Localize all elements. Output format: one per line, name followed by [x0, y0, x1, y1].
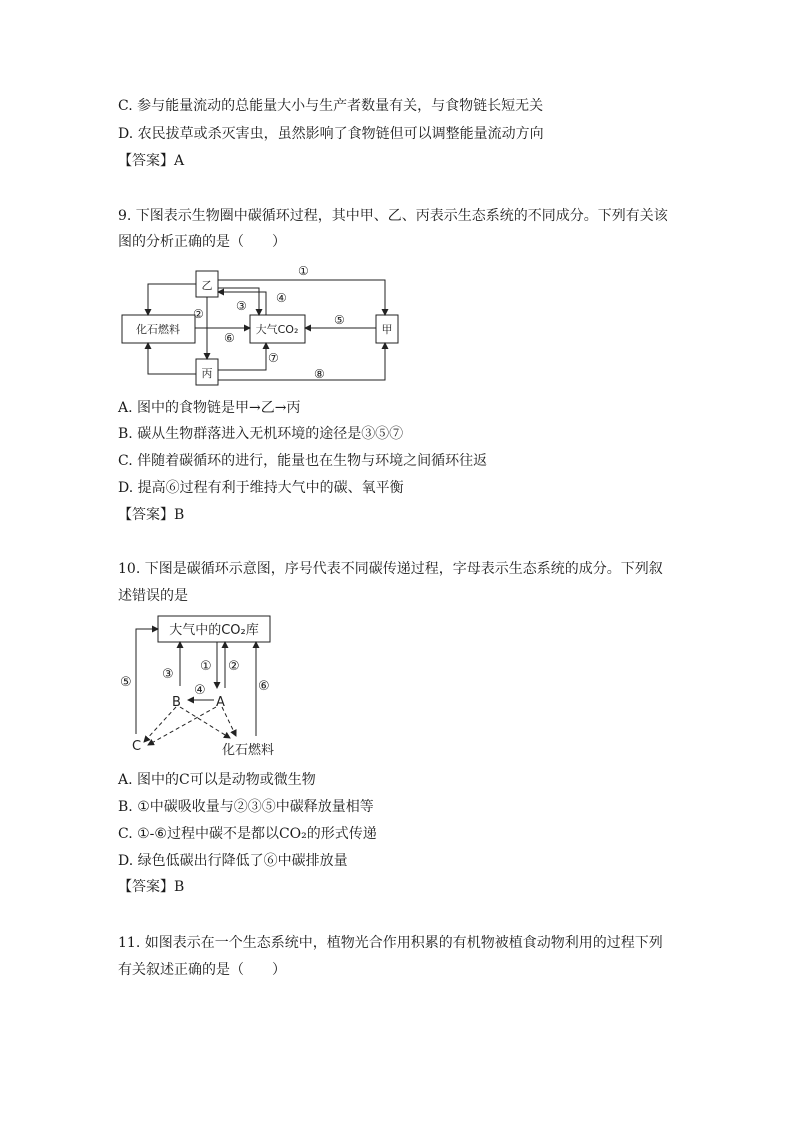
- arrow-8: [218, 343, 385, 380]
- arrow-5: [136, 629, 158, 734]
- dash-b-c: [144, 707, 176, 742]
- label-b: B: [172, 695, 181, 710]
- q10-carbon-cycle-diagram: [118, 612, 288, 760]
- q9-option-b: B. 碳从生物群落进入无机环境的途径是③⑤⑦: [118, 426, 404, 442]
- label-a: A: [216, 695, 225, 710]
- box-jia-label: 甲: [381, 323, 393, 336]
- q9-carbon-cycle-diagram: [118, 262, 408, 388]
- arrow-7: [218, 343, 266, 370]
- num-3: ③: [162, 667, 174, 682]
- q10-stem-line2: 述错误的是: [118, 588, 188, 604]
- box-yi-label: 乙: [201, 279, 213, 292]
- label-c: C: [132, 739, 142, 754]
- dash-b-fossil: [180, 707, 230, 738]
- num-8: ⑧: [314, 367, 325, 381]
- num-6: ⑥: [224, 331, 235, 345]
- num-5: ⑤: [120, 675, 132, 690]
- q10-option-d: D. 绿色低碳出行降低了⑥中碳排放量: [118, 853, 348, 869]
- num-6: ⑥: [258, 679, 270, 694]
- q10-option-c: C. ①-⑥过程中碳不是都以CO₂的形式传递: [118, 826, 377, 842]
- q10-stem-line1: 10. 下图是碳循环示意图，序号代表不同碳传递过程，字母表示生态系统的成分。下列叙: [118, 561, 663, 577]
- q8-option-c: C. 参与能量流动的总能量大小与生产者数量有关，与食物链长短无关: [118, 98, 544, 114]
- num-5: ⑤: [334, 313, 345, 327]
- dash-a-fossil: [222, 707, 236, 736]
- box-fossil-label: 化石燃料: [136, 323, 180, 336]
- box-co2-label: 大气CO₂: [255, 323, 299, 336]
- dash-a-c: [148, 707, 216, 745]
- num-7: ⑦: [268, 351, 279, 365]
- num-4: ④: [194, 683, 206, 698]
- q11-stem-line1: 11. 如图表示在一个生态系统中，植物光合作用积累的有机物被植食动物利用的过程下列: [118, 935, 663, 951]
- q8-option-d: D. 农民拔草或杀灭害虫，虽然影响了食物链但可以调整能量流动方向: [118, 126, 544, 142]
- num-2: ②: [228, 659, 240, 674]
- q10-option-a: A. 图中的C可以是动物或微生物: [118, 772, 316, 788]
- label-fossil: 化石燃料: [222, 743, 275, 758]
- num-2: ②: [193, 307, 204, 321]
- q9-stem-line2: 图的分析正确的是（ ）: [118, 234, 286, 250]
- q9-stem-line1: 9. 下图表示生物圈中碳循环过程，其中甲、乙、丙表示生态系统的不同成分。下列有关该: [118, 208, 668, 224]
- q9-option-c: C. 伴随着碳循环的进行，能量也在生物与环境之间循环往返: [118, 453, 488, 469]
- q8-answer: 【答案】A: [118, 153, 185, 169]
- num-3: ③: [236, 299, 247, 313]
- num-1: ①: [200, 659, 212, 674]
- q10-answer: 【答案】B: [118, 879, 185, 895]
- num-4: ④: [276, 291, 287, 305]
- q9-option-d: D. 提高⑥过程有利于维持大气中的碳、氧平衡: [118, 480, 404, 496]
- box-co2-pool-label: 大气中的CO₂库: [169, 623, 259, 638]
- num-1: ①: [298, 264, 309, 278]
- q10-option-b: B. ①中碳吸收量与②③⑤中碳释放量相等: [118, 799, 374, 815]
- q11-stem-line2: 有关叙述正确的是（ ）: [118, 962, 286, 978]
- arrow-yi-fossil: [148, 284, 196, 315]
- q9-answer: 【答案】B: [118, 507, 185, 523]
- box-bing-label: 丙: [201, 367, 213, 380]
- arrow-bing-fossil: [148, 343, 196, 374]
- q9-option-a: A. 图中的食物链是甲→乙→丙: [118, 400, 301, 416]
